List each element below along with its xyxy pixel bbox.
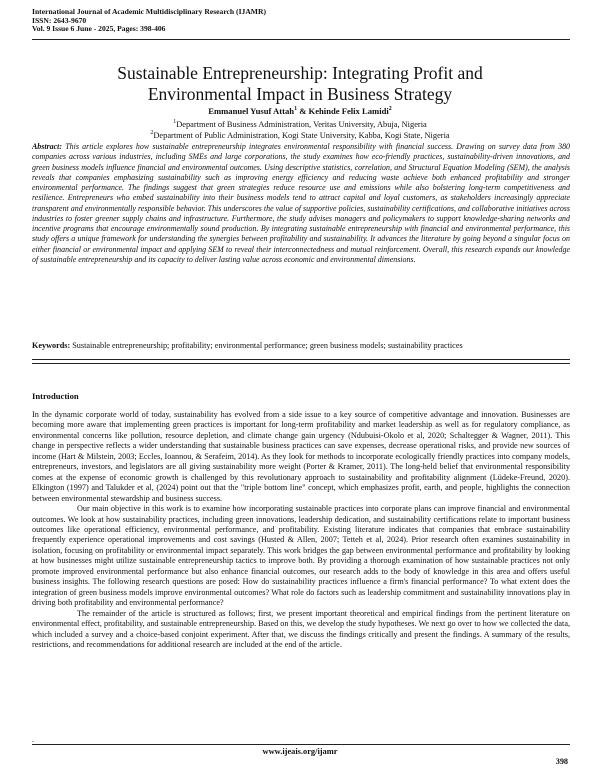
journal-issn: ISSN: 2643-9670 — [32, 15, 87, 25]
paper-title — [0, 63, 600, 105]
title-line-1: Sustainable Entrepreneurship: Integrating Profit and — [117, 63, 483, 83]
author-1: Emmanuel Yusuf Attah — [208, 106, 295, 116]
trailing-dot: . — [32, 735, 34, 744]
affiliation-1-text: Department of Business Administration, Veritas University, Abuja, Nigeria — [176, 120, 427, 129]
abstract-text: This article explores how sustainable entrepreneurship integrates environmental responsibility with financial success. Drawing on survey data from 380 companies across various industries, including SMEs and large corporations, the study examines how eco-friendly practices, sustainability-driven innovations, and green business models influence financial and environmental outcomes. Using descriptive statistics, correlation, and Structural Equation Modeling (SEM), the analysis reveals that companies emphasizing sustainability such as improving energy efficiency and reducing waste achieve both enhanced profitability and stronger environmental performance. The findings suggest that green strategies reduce resource use and emissions while also bolstering long-term competitiveness and resilience. Entrepreneurs who embed sustainability into their business models tend to attract capital and loyal customers, as stakeholders increasingly appreciate transparent and environmentally responsible behavior. This underscores the value of supportive policies, sustainability certifications, and collaborative initiatives across industries to foster greener supply chains and infrastructure. Furthermore, the study advises managers and policymakers to support knowledge-sharing networks and incentive programs that encourage environmentally sound production. By integrating sustainable entrepreneurship with financial and environmental performance, this study offers a unique framework for understanding the synergies between profitability and sustainability. It advances the literature by going beyond a singular focus on either financial or environmental impact and applying SEM to reveal their interconnectedness and mutual reinforcement. Overall, this research expands our knowledge of sustainable entrepreneurship and its capacity to deliver lasting value across economic and environmental dimensions. — [32, 142, 571, 264]
author-2-sup: 2 — [388, 106, 392, 113]
introduction-body — [32, 410, 570, 650]
journal-name: International Journal of Academic Multidisciplinary Research (IJAMR) — [32, 7, 266, 16]
section-heading-introduction: Introduction — [32, 391, 79, 401]
paragraph-3: The remainder of the article is structured as follows; first, we present important theoretical and empirical findings from the pertinent literature on environmental effect, profitability, and sustainable entrepreneurship. Based on this, we develop the study hypotheses. We next go over to how we collected the data, which included a survey and a choice-based conjoint experiment. After that, we discuss the findings critically and present the findings. A summary of the results, restrictions, and recommendations for additional research are included at the end of the article. — [32, 608, 570, 649]
affiliation-1-sup: 1 — [173, 119, 177, 126]
affiliation-2 — [0, 130, 600, 141]
author-joiner: & — [297, 106, 309, 116]
affiliation-1 — [0, 119, 600, 130]
footer-url[interactable]: www.ijeais.org/ijamr — [262, 747, 338, 756]
title-line-2: Environmental Impact in Business Strategy — [147, 84, 453, 104]
abstract — [32, 142, 570, 265]
paragraph-2: Our main objective in this work is to examine how incorporating sustainable practices into corporate plans can improve financial and environmental outcomes. We look at how sustainability practices, including green innovations, leadership dedication, and sustainability certifications relate to important business outcomes like operational efficiency, environmental performance, and profitability. Existing literature indicates that companies that embrace sustainability frequently experience operational improvements and cost savings (Husted & Allen, 2007; Tetteh et al, 2024). Prior research often examines sustainability in isolation, focusing on profitability or environmental impact separately. This work bridges the gap between environmental performance and profitability by looking at how businesses might utilize sustainable entrepreneurship tactics to improve both. By providing a thorough examination of how sustainable practices not only promote improved environmental performance but also enhance financial outcomes, our research adds to the body of knowledge in this area and offers useful business insights. The following research questions are posed: How do sustainability practices influence a firm's financial performance? To what extent does the integration of green business models improve environmental outcomes? What role do factors such as leadership commitment and sustainability innovations play in driving both profitability and environmental performance? — [32, 504, 570, 608]
journal-volume: Vol. 9 Issue 6 June - 2025, Pages: 398-406 — [32, 24, 166, 34]
affiliation-2-sup: 2 — [150, 130, 154, 137]
author-list — [0, 106, 600, 116]
abstract-label: Abstract: — [32, 142, 62, 151]
section-rule-lower — [32, 363, 570, 364]
keywords-text: Sustainable entrepreneurship; profitability; environmental performance; green business models; sustainability practices — [72, 341, 463, 350]
header-rule — [32, 39, 570, 40]
page-number: 398 — [555, 757, 568, 766]
keywords — [32, 341, 570, 351]
paragraph-1: In the dynamic corporate world of today, sustainability has evolved from a side issue to a key source of competitive advantage and innovation. Businesses are becoming more aware that implementing green practices is important for long-term profitability and market leadership as well as for regulatory compliance, as environmental concerns like pollution, resource depletion, and climate change gain urgency (Ndubuisi-Okolo et al, 2020; Schaltegger & Wagner, 2011). This change in perspective reflects a wider understanding that sustainable business practices can save expenses, decrease operational risks, and provide new sources of income (Hart & Milstein, 2003; Eccles, Ioannou, & Serafeim, 2014). As they look for methods to incorporate ecologically friendly practices into company models, entrepreneurs, investors, and legislators are all giving sustainability more weight (Porter & Kramer, 2011). The long-held belief that environmental responsibility comes at the expense of economic growth is challenged by this revolutionary approach to sustainability and profitability alignment (Lüdeke-Freund, 2020). Elkington (1997) and Talukder et al, (2024) point out that the "triple bottom line" concept, which emphasizes profit, earth, and people, highlights the connection between environmental stewardship and business success. — [32, 410, 570, 503]
affiliation-2-text: Department of Public Administration, Kogi State University, Kabba, Kogi State, Nigeria — [153, 131, 450, 140]
author-1-sup: 1 — [294, 106, 298, 113]
author-2: Kehinde Felix Lamidi — [308, 106, 389, 116]
journal-header — [32, 8, 266, 34]
section-rule-upper — [32, 359, 570, 360]
keywords-label: Keywords: — [32, 341, 71, 350]
footer-rule — [32, 744, 570, 745]
